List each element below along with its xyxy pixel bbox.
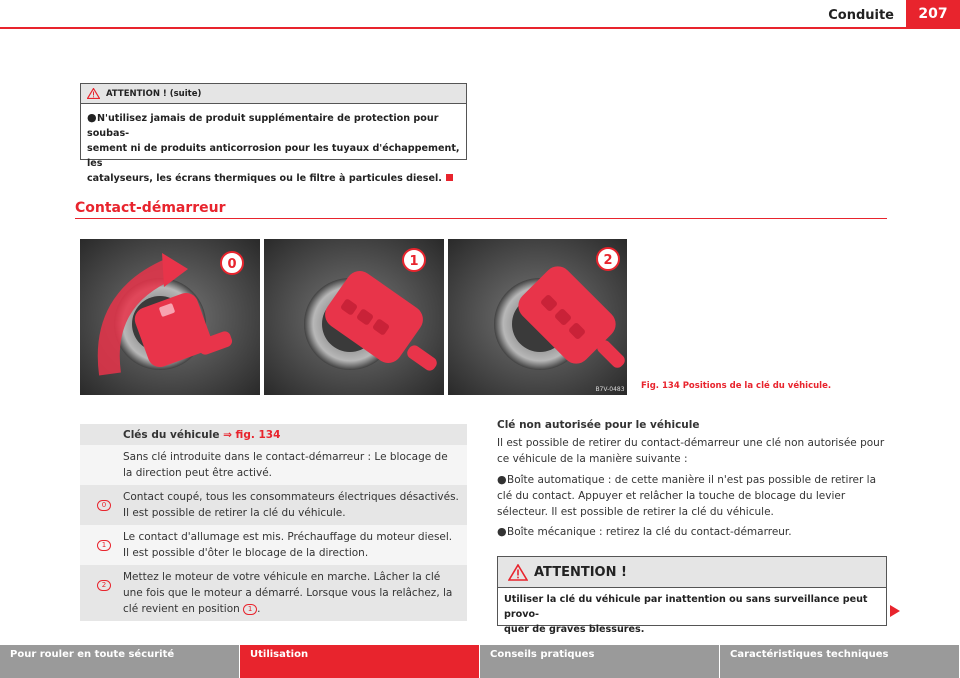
section-title: Contact-démarreur — [75, 200, 226, 216]
footer-tab-operation[interactable]: Utilisation — [240, 645, 480, 678]
subsection-heading: Clé non autorisée pour le véhicule — [497, 419, 700, 431]
paragraph: Il est possible de retirer du contact-démarreur une clé non autorisée pour ce véhicule de la manière suivante : — [497, 437, 885, 465]
table-row — [80, 485, 467, 525]
warning-box — [497, 556, 887, 635]
page-number: 207 — [906, 0, 960, 29]
figure-caption: Fig. 134 Positions de la clé du véhicule. — [641, 381, 832, 391]
warning-box-body — [498, 588, 886, 641]
footer-tab-tips[interactable]: Conseils pratiques — [480, 645, 720, 678]
figure-label-0: 0 — [227, 257, 237, 272]
warning-box-title: ATTENTION ! (suite) — [106, 88, 202, 99]
key-positions-table — [80, 424, 467, 621]
table-header — [80, 424, 467, 445]
warning-box-header — [498, 557, 886, 588]
figure-label-1: 1 — [409, 254, 419, 269]
position-badge: 0 — [97, 500, 111, 511]
section-rule — [75, 218, 887, 219]
footer-tab-safety[interactable]: Pour rouler en toute sécurité — [0, 645, 240, 678]
table-row-text: Sans clé introduite dans le contact-démarreur : Le blocage de la direction peut être activé. — [123, 451, 448, 479]
end-marker-icon — [446, 174, 453, 181]
key-positions-figure — [80, 239, 627, 395]
bullet-item: ●Boîte mécanique : retirez la clé du contact-démarreur. — [497, 525, 792, 538]
figure-label-2: 2 — [603, 253, 613, 268]
table-header-text: Clés du véhicule — [123, 429, 224, 441]
table-row — [80, 445, 467, 485]
figure-reference-link[interactable]: ⇒ fig. 134 — [223, 429, 281, 441]
warning-line-2: quer de graves blessures. — [504, 624, 645, 635]
table-row — [80, 525, 467, 565]
position-badge-inline: 1 — [243, 604, 257, 615]
bullet-dot: ● — [87, 111, 97, 124]
warning-triangle-icon — [508, 564, 528, 581]
warning-line-2: sement ni de produits anticorrosion pour les tuyaux d'échappement, les — [87, 143, 460, 169]
table-row-text: Le contact d'allumage est mis. Préchauffage du moteur diesel. Il est possible d'ôter le blocage de la direction. — [123, 531, 453, 559]
bullet-dot: ● — [497, 525, 507, 538]
footer-tabs — [0, 645, 960, 678]
header-rule — [0, 27, 960, 29]
warning-box-title: ATTENTION ! — [534, 564, 627, 580]
footer-tab-technical[interactable]: Caractéristiques techniques — [720, 645, 960, 678]
bullet-dot: ● — [497, 473, 507, 486]
warning-box-body — [81, 104, 466, 192]
figure-panel-2 — [448, 239, 627, 395]
warning-box-continued — [80, 83, 467, 184]
figure-panel-1 — [264, 239, 444, 395]
position-badge: 2 — [97, 580, 111, 591]
figure-code: B7V-0483 — [595, 386, 625, 393]
position-badge: 1 — [97, 540, 111, 551]
chapter-title: Conduite — [828, 8, 894, 23]
table-row-text: Contact coupé, tous les consommateurs électriques désactivés. Il est possible de retirer la clé du véhicule. — [123, 491, 459, 519]
table-row: 2 Mettez le moteur de votre véhicule en marche. Lâcher la clé une fois que le moteur a démarré. Lorsque vous la relâchez, la clé revient en position 1 . — [80, 565, 467, 621]
warning-line-1: N'utilisez jamais de produit supplémentaire de protection pour soubas- — [87, 113, 439, 139]
warning-box-header — [81, 84, 466, 104]
figure-panel-0 — [80, 239, 260, 395]
continue-arrow-icon — [890, 605, 900, 617]
warning-line-1: Utiliser la clé du véhicule par inattention ou sans surveillance peut provo- — [504, 594, 868, 620]
warning-triangle-icon — [87, 88, 100, 99]
table-row-text: Mettez le moteur de votre véhicule en marche. Lâcher la clé une fois que le moteur a démarré. Lorsque vous la relâchez, la clé revient en position — [123, 571, 453, 615]
warning-line-3: catalyseurs, les écrans thermiques ou le filtre à particules diesel. — [87, 173, 442, 184]
bullet-item: ●Boîte automatique : de cette manière il n'est pas possible de retirer la clé du contact. Appuyer et relâcher la touche de blocage du levier sélecteur. Il est possible de retirer la clé du véhicule. — [497, 473, 877, 518]
